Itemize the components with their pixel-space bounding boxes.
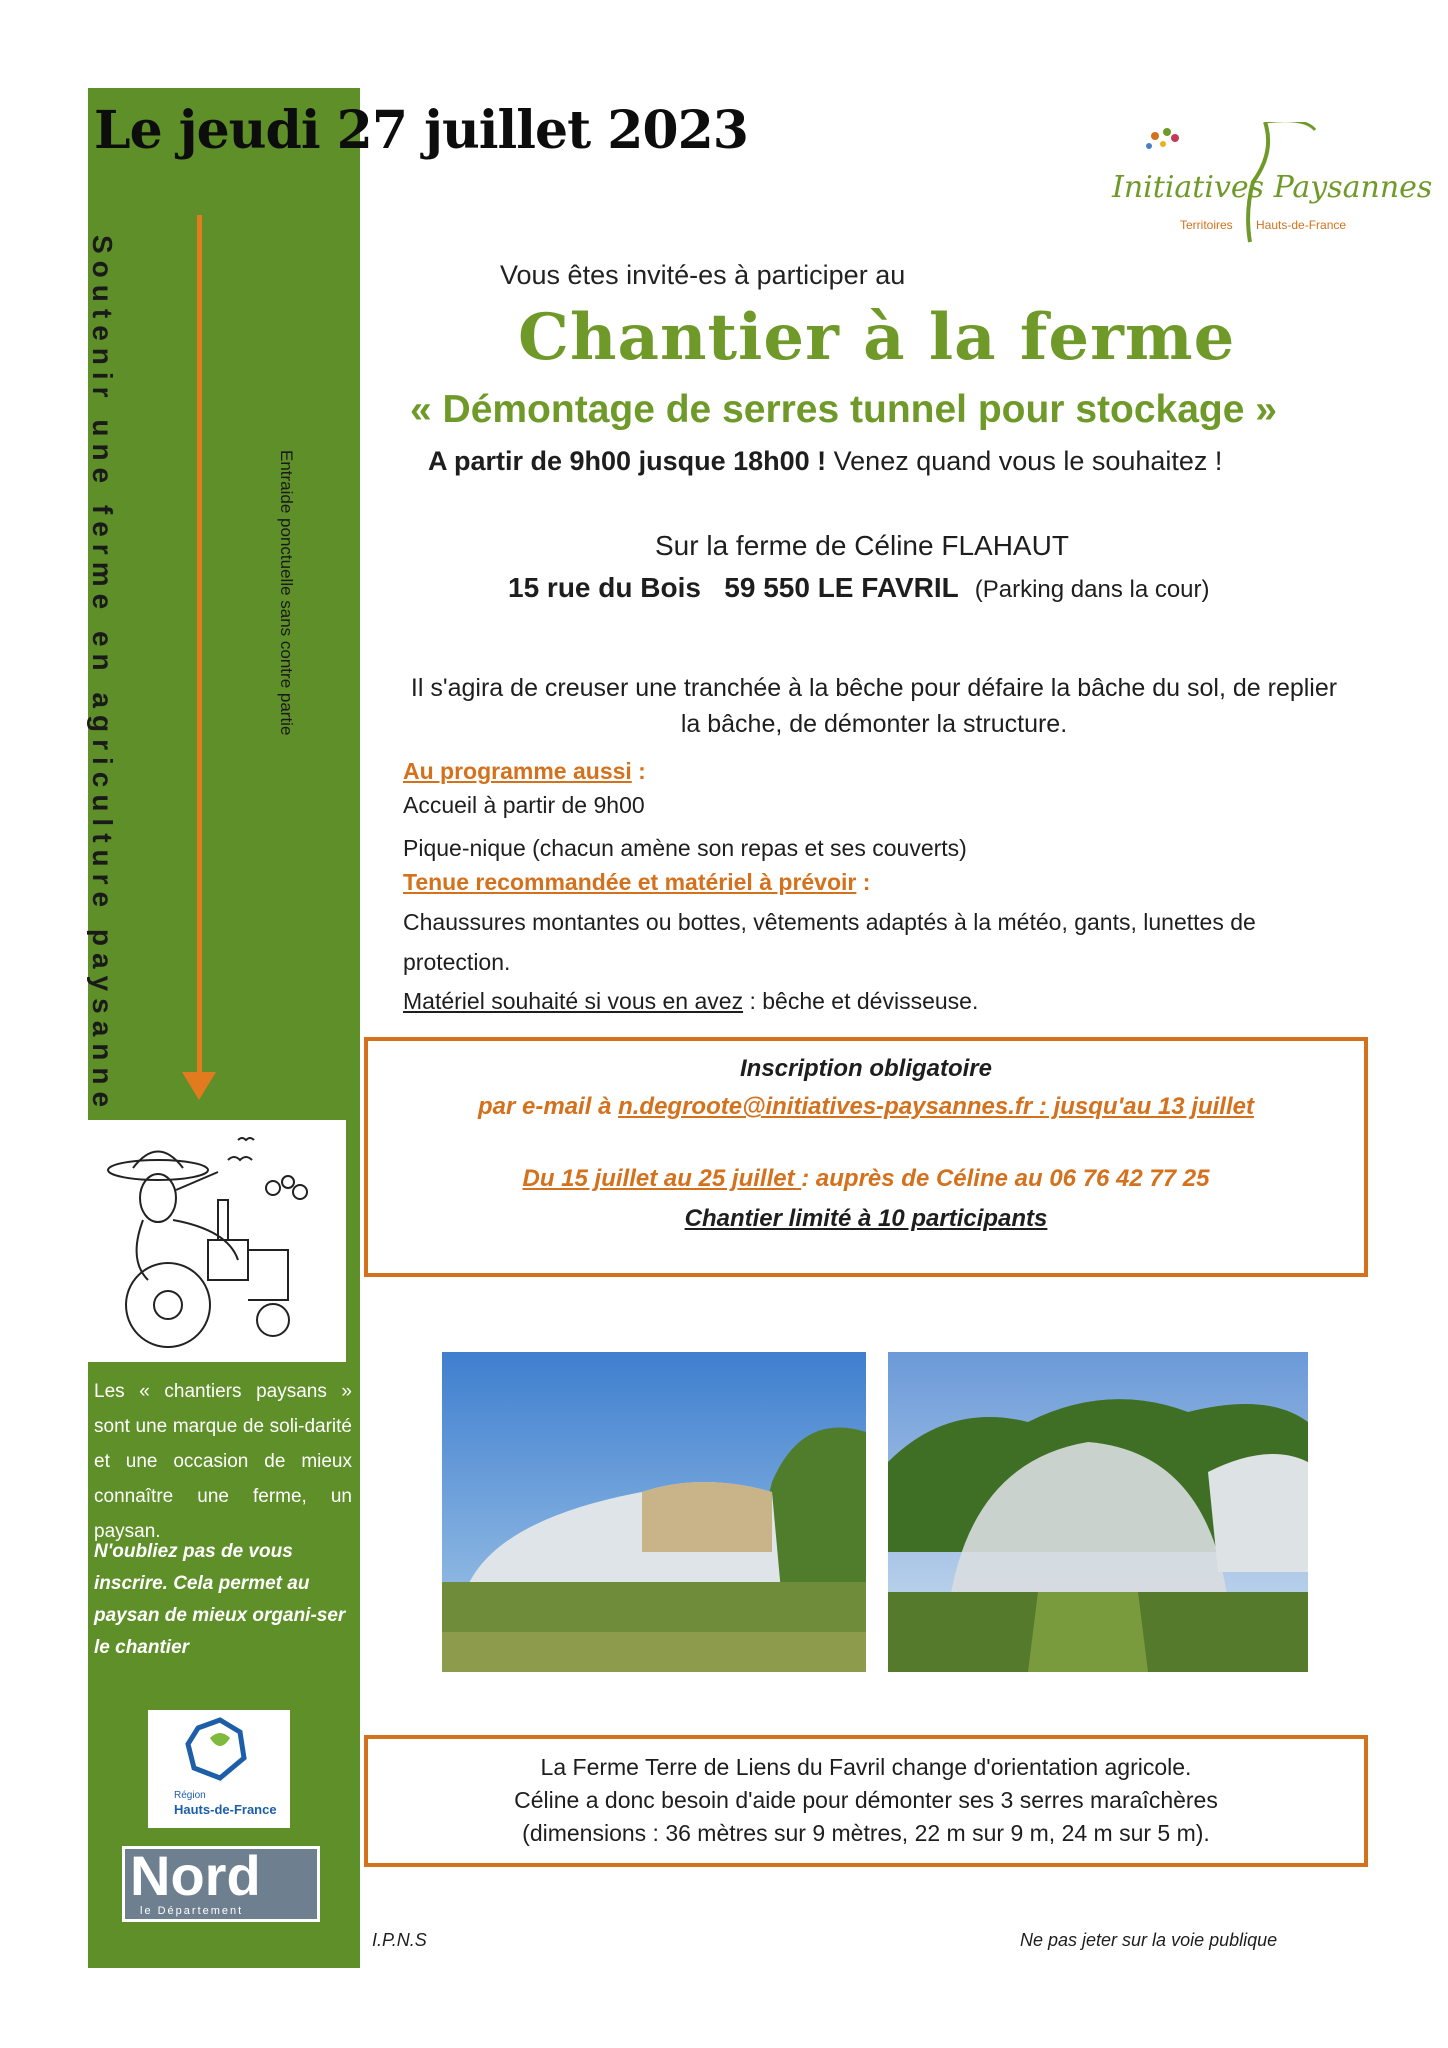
arrow-down-icon [182, 1072, 216, 1100]
farmer-illustration [88, 1120, 346, 1362]
sidebar-vertical-title: Soutenir une ferme en agriculture paysanne [87, 235, 118, 1115]
material-rest: : bêche et dévisseuse. [743, 988, 979, 1014]
address: 15 rue du Bois 59 550 LE FAVRIL [508, 572, 959, 603]
page-title: Chantier à la ferme [518, 300, 1236, 375]
email-prefix: par e-mail à [478, 1093, 619, 1120]
page-subtitle: « Démontage de serres tunnel pour stockage » [410, 388, 1277, 431]
participant-limit: Chantier limité à 10 participants [684, 1205, 1048, 1232]
nord-label: Nord [130, 1844, 261, 1907]
inscription-email-line [368, 1093, 1364, 1121]
task-description: Il s'agira de creuser une tranchée à la bêche pour défaire la bâche du sol, de replier la bâche, de démonter la structure. [410, 674, 1338, 738]
sidebar [88, 88, 360, 1968]
logo-name: Initiatives Paysannes [1112, 170, 1433, 205]
email-link[interactable]: n.degroote@initiatives-paysannes.fr : jusqu'au 13 juillet [618, 1093, 1254, 1120]
farm-change-box [364, 1735, 1368, 1867]
gear-text: Chaussures montantes ou bottes, vêtements adaptés à la météo, gants, lunettes de protection. [403, 909, 1256, 975]
program-item: Pique-nique (chacun amène son repas et ses couverts) [403, 835, 967, 861]
farm-change-line3: (dimensions : 36 mètres sur 9 mètres, 22 m sur 9 m, 24 m sur 5 m). [522, 1820, 1210, 1846]
hours-line [428, 446, 1222, 477]
arrow-line [197, 215, 202, 1075]
program-heading: Au programme aussi [403, 758, 632, 784]
no-litter-note: Ne pas jeter sur la voie publique [1020, 1930, 1278, 1950]
tractor-farmer-icon [88, 1120, 346, 1362]
program-colon: : [631, 758, 646, 784]
phone-dates: Du 15 juillet au 25 juillet [522, 1165, 802, 1192]
farm-name: Sur la ferme de Céline FLAHAUT [655, 530, 1069, 561]
greenhouse-photo-2 [888, 1352, 1308, 1672]
farm-change-line2: Céline a donc besoin d'aide pour démonter ses 3 serres maraîchères [514, 1787, 1218, 1813]
region-label: Hauts-de-France [174, 1802, 277, 1817]
gear-heading: Tenue recommandée et matériel à prévoir [403, 869, 857, 895]
address-line [508, 572, 1210, 604]
nord-sublabel: le Département [140, 1905, 244, 1917]
region-small-label: Région [174, 1790, 206, 1801]
region-map-icon [148, 1710, 290, 1790]
phone-rest: : auprès de Céline au 06 76 42 77 25 [801, 1165, 1210, 1192]
sidebar-vertical-subtitle: Entraide ponctuelle sans contre partie [277, 450, 296, 736]
inscription-phone-line [368, 1165, 1364, 1193]
region-logo [148, 1710, 290, 1828]
parking-note: (Parking dans la cour) [974, 576, 1210, 603]
greenhouse-photo-icon [888, 1352, 1308, 1672]
inscription-box [364, 1037, 1368, 1277]
hours-rest: Venez quand vous le souhaitez ! [826, 446, 1223, 476]
logo-sub-left: Territoires [1180, 218, 1233, 232]
sidebar-reminder: N'oubliez pas de vous inscrire. Cela permet au paysan de mieux organi-ser le chantier [94, 1541, 346, 1658]
hours-bold: A partir de 9h00 jusque 18h00 ! [428, 446, 827, 476]
material-label: Matériel souhaité si vous en avez [403, 988, 744, 1014]
ipns-label: I.P.N.S [372, 1930, 427, 1950]
greenhouse-photo-1 [442, 1352, 866, 1672]
gear-colon: : [856, 869, 871, 895]
event-date: Le jeudi 27 juillet 2023 [94, 100, 748, 161]
invite-text: Vous êtes invité-es à participer au [500, 260, 906, 290]
program-section [403, 752, 1363, 1020]
logo-sub-right: Hauts-de-France [1256, 218, 1347, 232]
greenhouse-photo-icon [442, 1352, 866, 1672]
program-item: Accueil à partir de 9h00 [403, 792, 645, 818]
sidebar-paragraph: Les « chantiers paysans » sont une marque de soli-darité et une occasion de mieux connaître une ferme, un paysan. [94, 1381, 352, 1542]
farm-change-line1: La Ferme Terre de Liens du Favril change d'orientation agricole. [540, 1754, 1192, 1780]
inscription-title: Inscription obligatoire [739, 1055, 992, 1082]
